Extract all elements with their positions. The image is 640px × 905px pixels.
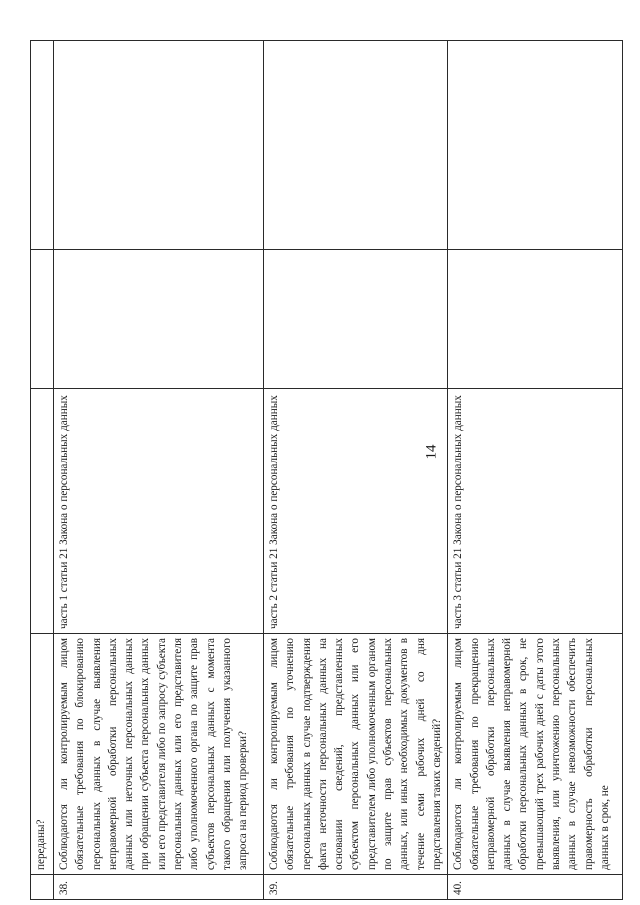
empty-cell (31, 41, 54, 250)
empty-cell (264, 250, 448, 389)
row-number: 38. (54, 875, 264, 900)
law-reference-cell: часть 3 статьи 21 Закона о персональных данных (448, 389, 623, 634)
empty-cell (264, 41, 448, 250)
table-row (54, 41, 264, 900)
row-number: 40. (448, 875, 623, 900)
table-row (448, 41, 623, 900)
law-reference-cell (31, 389, 54, 634)
row-number: 39. (264, 875, 448, 900)
page-number: 14 (423, 444, 440, 460)
law-reference-cell: часть 2 статьи 21 Закона о персональных данных (264, 389, 448, 634)
question-cell: Соблюдаются ли контролируемым лицом обязательные требования по прекращению неправомерной обработки персональных данных в случае выявления неправомерной обработки персональных данных в срок, не превышающий трех рабочих дней с даты этого выявления, или уничтожению персональных данных в случае невозможности обеспечить правомерность обработки персональных данных в срок, не (448, 634, 623, 875)
question-cell: Соблюдаются ли контролируемым лицом обязательные требования по уточнению персональных данных в случае подтверждения факта неточности персональных данных на основании сведений, представленных субъектом персональных данных или его представителем либо уполномоченным органом по защите прав субъектов персональных данных, или иных необходимых документов в течение семи рабочих дней со дня представления таких сведений? (264, 634, 448, 875)
empty-cell (31, 250, 54, 389)
checklist-table-rotated (30, 40, 610, 900)
empty-cell (448, 41, 623, 250)
table-row (264, 41, 448, 900)
table-row (31, 41, 54, 900)
empty-cell (54, 250, 264, 389)
question-cell: Соблюдаются ли контролируемым лицом обязательные требования по блокированию персональных данных в случае выявления неправомерной обработки персональных данных или неточных персональных данных при обращении субъекта персональных данных или его представителя либо по запросу субъекта персональных данных или его представителя либо уполномоченного органа по защите прав субъектов персональных данных с момента такого обращения или получения указанного запроса на период проверки? (54, 634, 264, 875)
empty-cell (54, 41, 264, 250)
row-number (31, 875, 54, 900)
law-reference-cell: часть 1 статьи 21 Закона о персональных данных (54, 389, 264, 634)
question-cell: переданы? (31, 634, 54, 875)
checklist-table (30, 40, 623, 900)
empty-cell (448, 250, 623, 389)
